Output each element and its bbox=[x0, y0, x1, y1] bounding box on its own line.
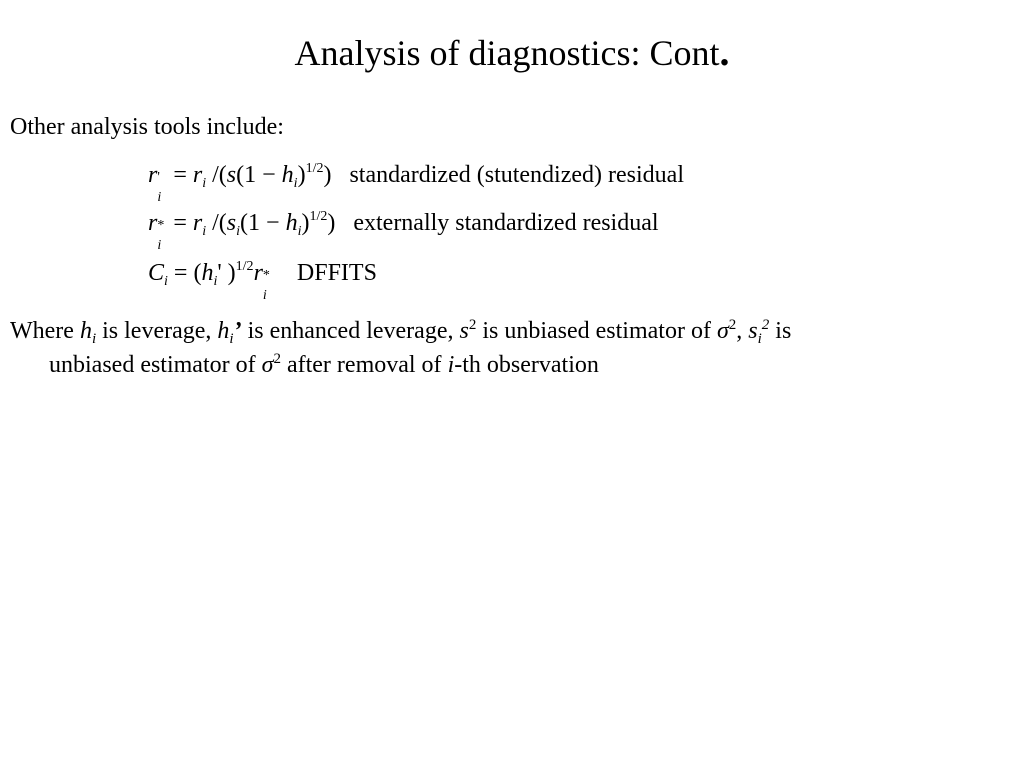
formula-2-description: externally standardized residual bbox=[353, 210, 659, 236]
formula-3-expression: $C_i = (h_i'$ )$^{1/2}$r * i bbox=[148, 259, 270, 303]
title-dot: . bbox=[719, 29, 730, 74]
notation-explanation-line-2: unbiased estimator of $\sigma^2$ after removal of i-th observation bbox=[49, 351, 599, 378]
title-text: Analysis of diagnostics: Cont bbox=[294, 33, 720, 73]
formula-externally-standardized-residual bbox=[148, 208, 659, 253]
formula-standardized-residual bbox=[148, 160, 684, 205]
formula-2-expression: r * i = $r_i$ $/(s_i(1 - h_i)^{1/2})$ bbox=[148, 209, 336, 253]
notation-explanation: Where $h_i$ is leverage, $h_i$’ is enhanced leverage, $s^2$ is unbiased estimator of $\sigma^2$, $s_i^2$ is unbiased estimator of $\sigma^2$ after removal of i-th observation bbox=[10, 314, 1010, 382]
formula-1-description: standardized (stutendized) residual bbox=[349, 162, 684, 188]
intro-text: Other analysis tools include: bbox=[10, 114, 284, 140]
formula-dffits bbox=[148, 258, 377, 303]
formula-3-description: DFFITS bbox=[296, 260, 377, 286]
formula-1-expression: r ' i = $r_i$ $/(s(1 - h_i)^{1/2})$ bbox=[148, 161, 332, 205]
slide-title bbox=[0, 30, 1024, 75]
